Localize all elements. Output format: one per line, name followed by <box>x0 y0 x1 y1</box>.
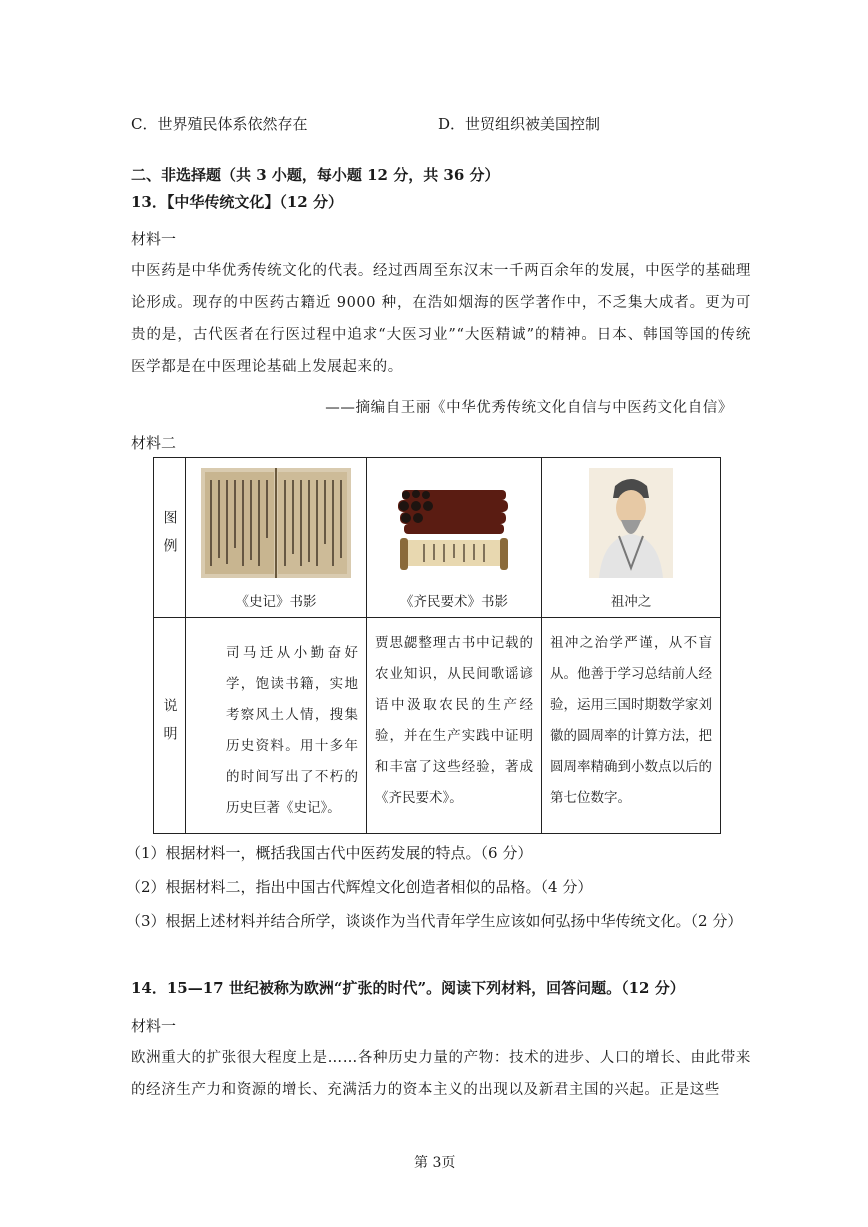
description-zuchongzhi: 祖冲之治学严谨，从不盲从。他善于学习总结前人经验，运用三国时期数学家刘徽的圆周率的计算方法，把圆周率精确到小数点以后的第七位数字。 <box>550 635 712 806</box>
q13-subquestion-1: （1）根据材料一，概括我国古代中医药发展的特点。（6 分） <box>126 844 533 862</box>
q14-material1-text: 欧洲重大的扩张很大程度上是……各种历史力量的产物：技术的进步、人口的增长、由此带来的经济生产力和资源的增长、充满活力的资本主义的出现以及新君主国的兴起。正是这些 <box>131 1050 751 1098</box>
zuchongzhi-portrait-image <box>589 468 673 578</box>
table-row-illustrations <box>154 458 721 618</box>
row-label-illustration: 图例 <box>161 509 178 566</box>
description-shiji: 司马迁从小勤奋好学，饱读书籍，实地考察风土人情，搜集历史资料。用十多年的时间写出了不朽的历史巨著《史记》。 <box>226 645 358 816</box>
option-d-letter: D． <box>438 115 466 133</box>
q13-subquestion-3: （3）根据上述材料并结合所学，谈谈作为当代青年学生应该如何弘扬中华传统文化。（2 分） <box>126 912 743 930</box>
q13-title: 13．【中华传统文化】（12 分） <box>131 193 343 211</box>
cell-qiminyaoshu <box>367 458 542 618</box>
desc-cell-shiji <box>186 618 367 834</box>
section-heading: 二、非选择题（共 3 小题，每小题 12 分，共 36 分） <box>131 166 500 184</box>
cell-shiji <box>186 458 367 618</box>
q13-material2-label: 材料二 <box>131 434 177 452</box>
q13-subquestion-2: （2）根据材料二，指出中国古代辉煌文化创造者相似的品格。（4 分） <box>126 878 593 896</box>
q13-material1-label: 材料一 <box>131 230 177 248</box>
row-label-cell <box>154 618 186 834</box>
desc-cell-qiminyaoshu <box>367 618 542 834</box>
option-c <box>131 113 308 134</box>
option-c-letter: C． <box>131 115 158 133</box>
caption-shiji: 《史记》书影 <box>235 594 317 610</box>
shiji-book-image <box>201 468 351 578</box>
cell-zuchongzhi <box>542 458 721 618</box>
option-d <box>438 113 600 134</box>
option-c-text: 世界殖民体系依然存在 <box>157 115 308 133</box>
caption-qiminyaoshu: 《齐民要术》书影 <box>400 594 508 610</box>
desc-cell-zuchongzhi <box>542 618 721 834</box>
row-label-cell <box>154 458 186 618</box>
bamboo-scrolls-image <box>394 468 514 578</box>
option-d-text: 世贸组织被美国控制 <box>465 115 601 133</box>
material2-table <box>153 457 721 834</box>
q13-material1-source: ——摘编自王丽《中华优秀传统文化自信与中医药文化自信》 <box>325 400 733 416</box>
row-label-description: 说明 <box>161 697 178 754</box>
page-number: 第 3页 <box>414 1155 456 1171</box>
q13-material1-text: 中医药是中华优秀传统文化的代表。经过西周至东汉末一千两百余年的发展，中医学的基础理论形成。现存的中医药古籍近 9000 种，在浩如烟海的医学著作中，不乏集大成者。更为可贵的是，古代医者在行医过程中追求“大医习业”“大医精诚”的精神。日本、韩国等国的传统医学都是在中医理论基础上发展起来的。 <box>131 263 751 375</box>
caption-zuchongzhi: 祖冲之 <box>610 594 652 610</box>
table-row-descriptions <box>154 618 721 834</box>
q14-title: 14．15—17 世纪被称为欧洲“扩张的时代”。阅读下列材料，回答问题。（12 分） <box>131 979 685 997</box>
q14-material1-label: 材料一 <box>131 1017 177 1035</box>
description-qiminyaoshu: 贾思勰整理古书中记载的农业知识，从民间歌谣谚语中汲取农民的生产经验，并在生产实践中证明和丰富了这些经验，著成《齐民要术》。 <box>375 635 533 806</box>
